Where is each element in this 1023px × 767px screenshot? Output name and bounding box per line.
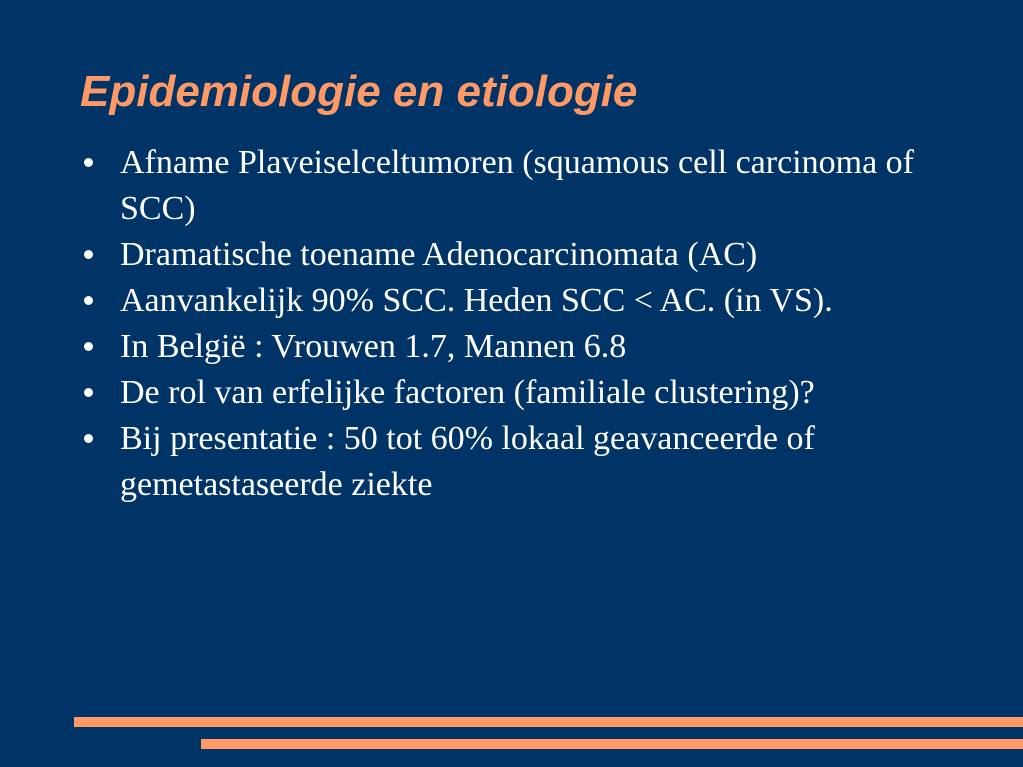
bullet-text: De rol van erfelijke factoren (familiale clustering)? xyxy=(120,374,815,411)
bullet-text: Dramatische toename Adenocarcinomata (AC) xyxy=(120,236,758,273)
decorative-bar-bottom xyxy=(201,739,1023,749)
bullet-item xyxy=(84,416,984,508)
slide-title: Epidemiologie en etiologie xyxy=(80,67,638,116)
bullet-icon xyxy=(84,158,93,167)
bullet-item xyxy=(84,140,984,232)
bullet-text: In België : Vrouwen 1.7, Mannen 6.8 xyxy=(120,328,627,365)
bullet-icon xyxy=(84,342,93,351)
bullet-item xyxy=(84,232,984,278)
bullet-text: Aanvankelijk 90% SCC. Heden SCC < AC. (in VS). xyxy=(120,282,833,319)
bullet-text: Afname Plaveiselceltumoren (squamous cell carcinoma of SCC) xyxy=(120,144,914,227)
bullet-text: Bij presentatie : 50 tot 60% lokaal geavanceerde of gemetastaseerde ziekte xyxy=(120,420,815,503)
bullet-icon xyxy=(84,250,93,259)
bullet-list xyxy=(84,140,984,508)
decorative-bar-top xyxy=(74,717,1023,727)
bullet-icon xyxy=(84,434,93,443)
bullet-icon xyxy=(84,296,93,305)
bullet-item xyxy=(84,324,984,370)
bullet-item xyxy=(84,278,984,324)
bullet-icon xyxy=(84,388,93,397)
bullet-item xyxy=(84,370,984,416)
